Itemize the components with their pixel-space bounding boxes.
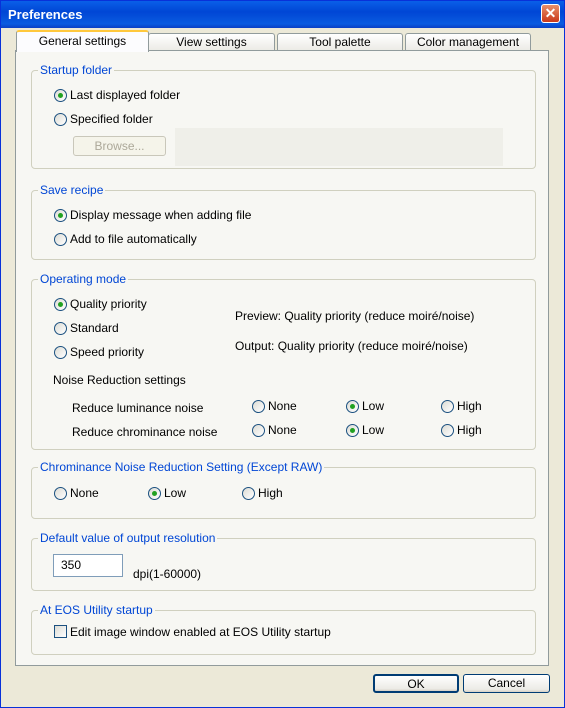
radio-selected-icon <box>346 424 359 437</box>
radio-label: Last displayed folder <box>70 88 181 102</box>
folder-path-display <box>175 128 503 166</box>
ok-button[interactable]: OK <box>373 674 459 693</box>
radio-label: Low <box>164 486 187 500</box>
operating-mode-title: Operating mode <box>40 272 127 286</box>
radio-label: Standard <box>70 321 119 335</box>
radio-unselected-icon <box>54 487 67 500</box>
radio-label: Add to file automatically <box>70 232 197 246</box>
radio-label: None <box>268 423 297 437</box>
radio-unselected-icon <box>252 424 265 437</box>
chroma-except-raw-group <box>31 460 536 519</box>
save-recipe-group <box>31 183 536 260</box>
title-bar[interactable] <box>1 1 564 28</box>
luminance-noise-label: Reduce luminance noise <box>72 401 204 415</box>
preview-mode-text: Preview: Quality priority (reduce moiré/noise) <box>235 309 475 323</box>
chrominance-noise-label: Reduce chrominance noise <box>72 425 218 439</box>
eos-startup-checkbox[interactable] <box>54 625 67 638</box>
radio-label: High <box>258 486 283 500</box>
output-resolution-title: Default value of output resolution <box>40 531 216 545</box>
eos-startup-group <box>31 603 536 655</box>
radio-unselected-icon <box>252 400 265 413</box>
radio-label: Quality priority <box>70 297 147 311</box>
noise-reduction-heading: Noise Reduction settings <box>53 373 186 387</box>
radio-unselected-icon <box>54 233 67 246</box>
radio-label: Speed priority <box>70 345 145 359</box>
radio-label: Low <box>362 399 385 413</box>
general-settings-panel <box>15 50 549 666</box>
tab-general-settings[interactable]: General settings <box>16 30 149 52</box>
radio-label: None <box>70 486 99 500</box>
window-title: Preferences <box>8 7 83 22</box>
eos-startup-checkbox-label: Edit image window enabled at EOS Utility startup <box>70 625 331 639</box>
radio-label: High <box>457 423 482 437</box>
cancel-button[interactable]: Cancel <box>463 674 550 693</box>
radio-selected-icon <box>54 89 67 102</box>
output-mode-text: Output: Quality priority (reduce moiré/noise) <box>235 339 468 353</box>
tab-color-management[interactable]: Color management <box>405 33 531 50</box>
browse-button[interactable]: Browse... <box>73 136 166 156</box>
radio-unselected-icon <box>441 424 454 437</box>
radio-label: Display message when adding file <box>70 208 252 222</box>
startup-folder-group <box>31 63 536 169</box>
operating-mode-group <box>31 272 536 450</box>
radio-label: High <box>457 399 482 413</box>
radio-unselected-icon <box>54 322 67 335</box>
radio-unselected-icon <box>54 113 67 126</box>
resolution-unit-label: dpi(1-60000) <box>133 567 202 581</box>
radio-label: Low <box>362 423 385 437</box>
radio-unselected-icon <box>242 487 255 500</box>
radio-selected-icon <box>54 209 67 222</box>
radio-selected-icon <box>148 487 161 500</box>
radio-selected-icon <box>346 400 359 413</box>
radio-label: Specified folder <box>70 112 153 126</box>
radio-selected-icon <box>54 298 67 311</box>
startup-folder-title: Startup folder <box>40 63 113 77</box>
eos-startup-title: At EOS Utility startup <box>40 603 153 617</box>
radio-unselected-icon <box>54 346 67 359</box>
tab-tool-palette[interactable]: Tool palette <box>277 33 403 50</box>
radio-unselected-icon <box>441 400 454 413</box>
output-resolution-group <box>31 531 536 591</box>
tab-view-settings[interactable]: View settings <box>148 33 275 50</box>
resolution-input[interactable]: 350 <box>53 554 123 577</box>
radio-label: None <box>268 399 297 413</box>
chroma-except-raw-title: Chrominance Noise Reduction Setting (Except RAW) <box>40 460 323 474</box>
close-button[interactable] <box>541 4 560 23</box>
close-icon: ✕ <box>544 5 557 21</box>
save-recipe-title: Save recipe <box>40 183 104 197</box>
